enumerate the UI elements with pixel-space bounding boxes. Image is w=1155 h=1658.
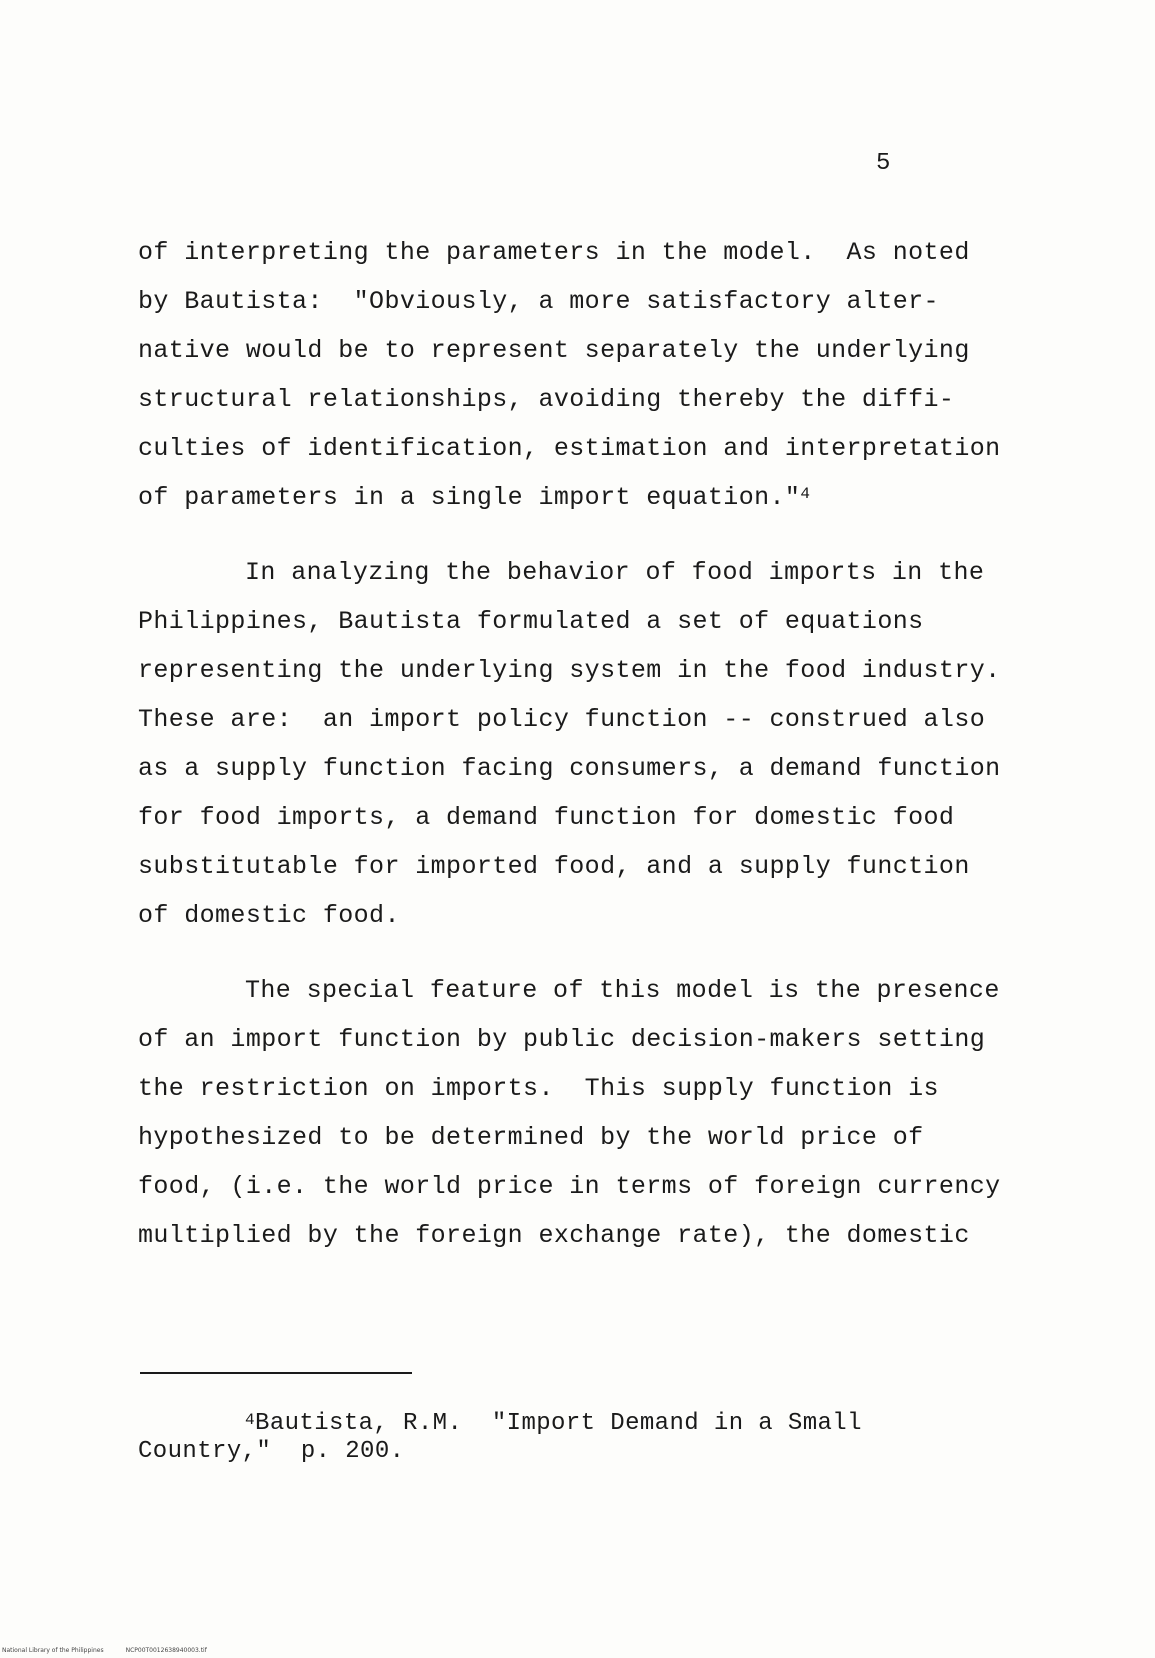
body-line: These are: an import policy function -- construed also	[138, 705, 986, 734]
body-line: hypothesized to be determined by the world price of	[138, 1123, 924, 1152]
footnote-divider	[140, 1372, 412, 1374]
footnote-text: Bautista, R.M. "Import Demand in a Small	[255, 1410, 862, 1437]
file-identifier: NCP00T0012638940003.tif	[125, 1647, 207, 1654]
page-number: 5	[876, 150, 891, 177]
footnote-line: Country," p. 200.	[138, 1438, 405, 1465]
body-line-with-footnote	[138, 483, 810, 513]
body-line: the restriction on imports. This supply function is	[138, 1074, 939, 1103]
body-line: native would be to represent separately the underlying	[138, 336, 970, 365]
body-line: representing the underlying system in the food industry.	[138, 656, 1001, 685]
footnote-line	[245, 1410, 862, 1438]
body-line: as a supply function facing consumers, a demand function	[138, 754, 1001, 783]
body-line: of an import function by public decision-makers setting	[138, 1025, 986, 1054]
body-line: culties of identification, estimation and interpretation	[138, 434, 1001, 463]
body-line: substitutable for imported food, and a supply function	[138, 852, 970, 881]
footnote-reference: 4	[800, 485, 811, 503]
body-line: for food imports, a demand function for domestic food	[138, 803, 955, 832]
library-credit: National Library of the Philippines	[2, 1647, 104, 1654]
body-line: In analyzing the behavior of food imports in the	[245, 558, 985, 587]
body-line: multiplied by the foreign exchange rate), the domestic	[138, 1221, 970, 1250]
body-line: structural relationships, avoiding thereby the diffi-	[138, 385, 955, 414]
body-line: of domestic food.	[138, 901, 400, 930]
body-line: food, (i.e. the world price in terms of foreign currency	[138, 1172, 1001, 1201]
body-line: of interpreting the parameters in the model. As noted	[138, 238, 970, 267]
footnote-marker: 4	[245, 1411, 256, 1429]
scan-footer	[2, 1647, 229, 1654]
body-line: Philippines, Bautista formulated a set of equations	[138, 607, 924, 636]
body-line: The special feature of this model is the presence	[245, 976, 1000, 1005]
body-line-text: of parameters in a single import equation."	[138, 483, 801, 512]
body-line: by Bautista: "Obviously, a more satisfactory alter-	[138, 287, 939, 316]
